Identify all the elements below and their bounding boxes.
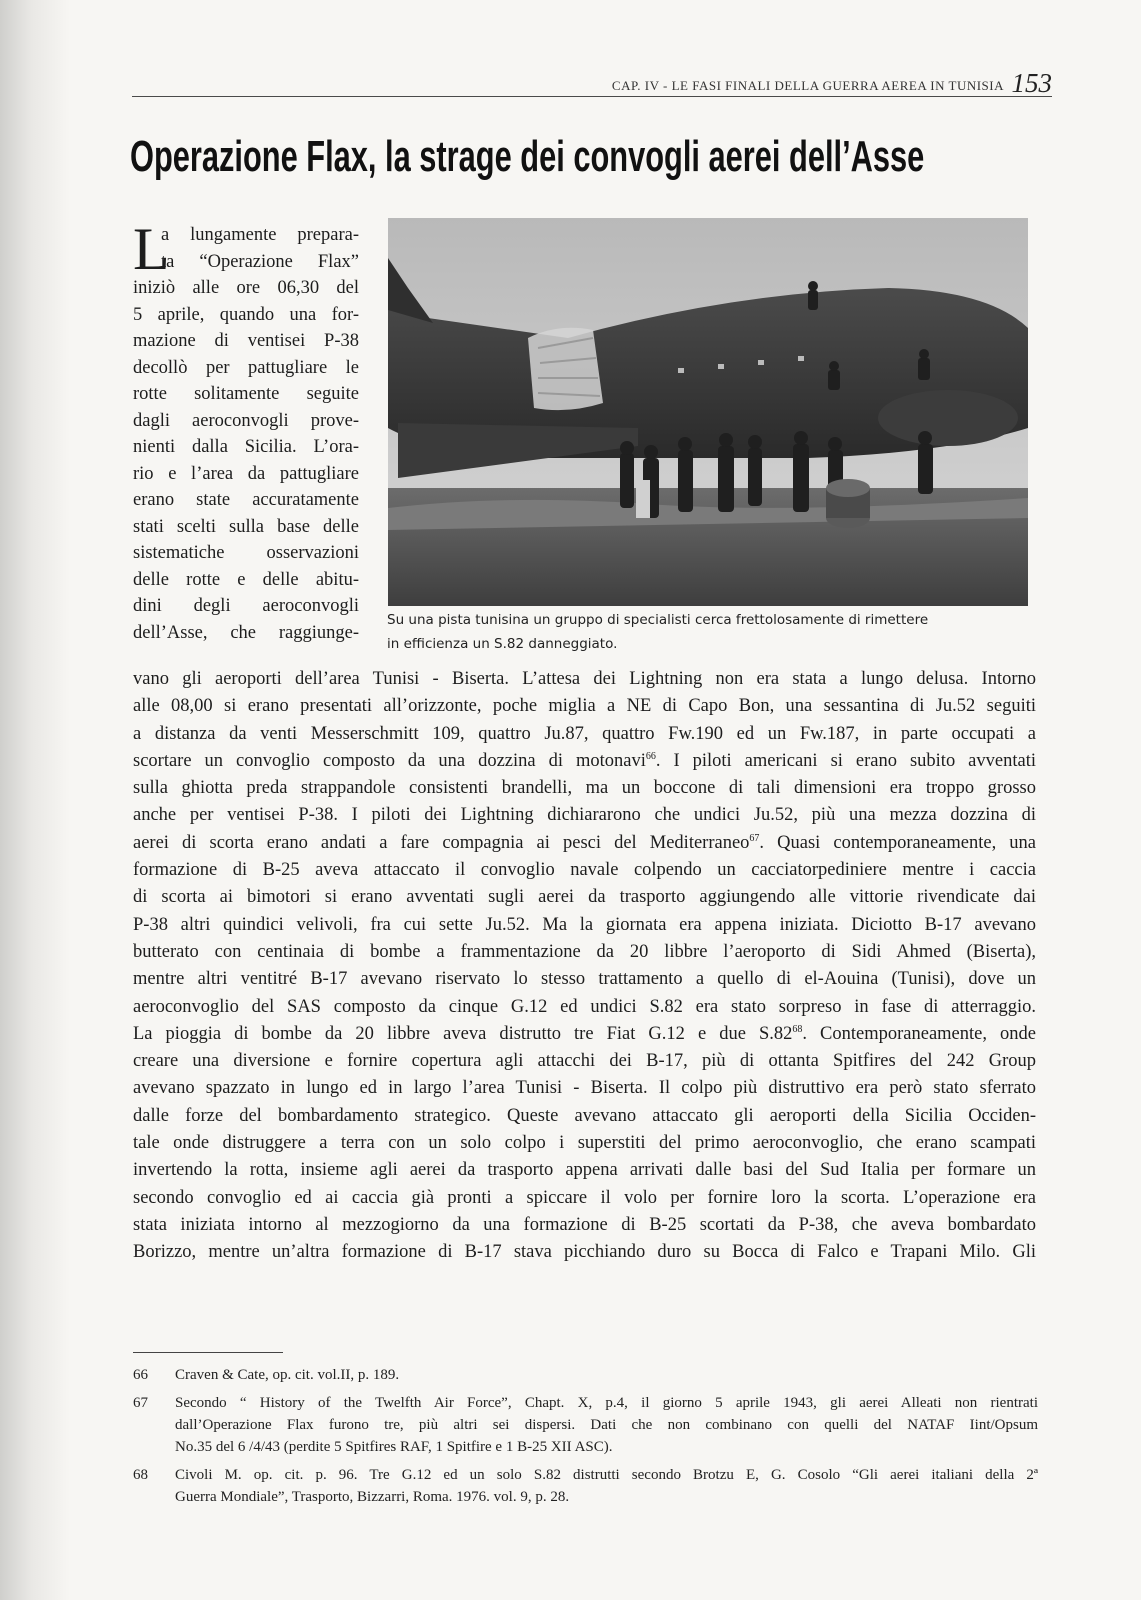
aircraft-photo <box>388 218 1028 606</box>
body-line-text: . I piloti americani si erano subito avventati <box>655 750 1036 771</box>
photo-caption <box>387 608 1037 656</box>
running-header <box>132 70 1052 97</box>
body-line-text: aerei di scorta erano andati a fare compagnia ai pesci del Mediterraneo <box>133 832 750 853</box>
body-line <box>133 775 1036 802</box>
body-line-text: sulla ghiotta preda strappandole consistenti brandelli, ma un boccone di tali dimensioni era troppo grosso <box>133 778 1036 799</box>
photo-s82-aircraft <box>388 218 1028 606</box>
column-line: ta “Operazione Flax” <box>161 251 359 272</box>
body-line-text: formazione di B-25 aveva attaccato il convoglio navale colpendo un cacciatorpediniere mentre i caccia <box>133 860 1036 881</box>
body-line <box>133 1239 1036 1266</box>
column-line: dagli aeroconvogli prove- <box>133 410 359 431</box>
body-line-text: invertendo la rotta, insieme agli aerei da trasporto appena arrivati dalle basi del Sud Italia per formare un <box>133 1160 1036 1181</box>
caption-line: Su una pista tunisina un gruppo di specialisti cerca frettolosamente di rimettere <box>387 612 929 628</box>
body-line <box>133 912 1036 939</box>
body-line <box>133 1212 1036 1239</box>
binding-gutter <box>0 0 70 1600</box>
footnote-line: dall’Operazione Flax furono tre, più altri sei dispersi. Dati che non combinano con quelli del NATAF Iint/Opsum <box>175 1417 1038 1433</box>
body-text <box>133 666 1036 1267</box>
body-line-text: butterato con centinaia di bombe a frammentazione da 20 libbre l’aeroporto di Sidi Ahmed (Biserta), <box>133 941 1036 962</box>
body-line-text: secondo convoglio ed ai caccia già pronti a spiccare il volo per fornire loro la scorta. L’operazione era <box>133 1187 1036 1208</box>
page-title: Operazione Flax, la strage dei convogli aerei dell’Asse <box>130 132 925 181</box>
footnote-66 <box>133 1364 1038 1386</box>
column-text <box>133 216 359 646</box>
body-line-text: P-38 altri quindici velivoli, fra cui sette Ju.52. Ma la giornata era appena iniziata. Diciotto B-17 avevano <box>133 914 1036 935</box>
body-line <box>133 748 1036 775</box>
body-line-text: anche per ventisei P-38. I piloti dei Lightning dichiararono che undici Ju.52, più una mezza dozzina di <box>133 805 1036 826</box>
column-line: dell’Asse, che raggiunge- <box>133 622 359 643</box>
column-line: rotte solitamente seguite <box>133 384 359 404</box>
body-line <box>133 693 1036 720</box>
column-line: mazione di ventisei P-38 <box>133 331 359 351</box>
column-line: stati scelti sulla base delle <box>133 516 359 537</box>
body-line <box>133 1185 1036 1212</box>
body-line-text: alle 08,00 si erano presentati all’orizzonte, poche miglia a NE di Capo Bon, una sessantina di Ju.52 seguiti <box>133 696 1036 717</box>
body-line-text: mentre altri ventitré B-17 avevano riservato lo stesso trattamento a quello di el-Aouina (Tunisi), dove un <box>133 969 1036 990</box>
footnote-68 <box>133 1464 1038 1508</box>
footnote-line: Guerra Mondiale”, Trasporto, Bizzarri, Roma. 1976. vol. 9, p. 28. <box>175 1489 570 1505</box>
body-line <box>133 802 1036 829</box>
column-line: dini degli aeroconvogli <box>133 596 359 616</box>
body-line <box>133 721 1036 748</box>
footnotes <box>133 1364 1038 1514</box>
page-number: 153 <box>1011 68 1052 98</box>
column-line: sistematiche osservazioni <box>133 543 359 563</box>
footnote-ref: 68 <box>792 1023 803 1035</box>
body-line <box>133 857 1036 884</box>
body-line <box>133 1103 1036 1130</box>
body-line-text: aeroconvoglio del SAS composto da cinque G.12 ed undici S.82 era stato sorpreso in fase di atterraggio. <box>133 996 1036 1017</box>
footnote-number: 66 <box>133 1367 148 1383</box>
body-line-text: a distanza da venti Messerschmitt 109, quattro Ju.87, quattro Fw.190 ed un Fw.187, in parte occupati a <box>133 723 1036 744</box>
body-line-text: scortare un convoglio composto da una dozzina di motonavi <box>133 750 646 771</box>
column-line: delle rotte e delle abitu- <box>133 569 359 590</box>
footnote-number: 67 <box>133 1395 148 1411</box>
footnote-67 <box>133 1392 1038 1458</box>
body-line <box>133 966 1036 993</box>
column-line: nienti dalla Sicilia. L’ora- <box>133 437 359 457</box>
footnote-line: Secondo “ History of the Twelfth Air Force”, Chapt. X, p.4, il giorno 5 aprile 1943, gli aerei Alleati non rientrati <box>175 1395 1038 1411</box>
body-line-text: dalle forze del bombardamento strategico. Queste avevano attaccato gli aeroporti della Sicilia Occiden- <box>133 1105 1036 1126</box>
body-line <box>133 1130 1036 1157</box>
body-line-text: tale onde distruggere a terra con un solo colpo i superstiti del primo aeroconvoglio, che erano scampati <box>133 1133 1036 1154</box>
body-line-text: Borizzo, mentre un’altra formazione di B-17 stava picchiando duro su Bocca di Falco e Trapani Milo. Gli <box>133 1242 1036 1263</box>
column-line: iniziò alle ore 06,30 del <box>133 278 359 298</box>
footnote-line: Civoli M. op. cit. p. 96. Tre G.12 ed un solo S.82 distrutti secondo Brotzu E, G. Cosolo “Gli aerei italiani della 2ª <box>175 1467 1038 1483</box>
column-line: 5 aprile, quando una for- <box>133 304 359 325</box>
body-line-text: . Contemporaneamente, onde <box>802 1023 1036 1044</box>
column-line: decollò per pattugliare le <box>133 357 359 378</box>
body-line <box>133 939 1036 966</box>
body-line <box>133 830 1036 857</box>
footnote-line: Craven & Cate, op. cit. vol.II, p. 189. <box>175 1367 400 1383</box>
footnote-line: No.35 del 6 /4/43 (perdite 5 Spitfires RAF, 1 Spitfire e 1 B-25 XII ASC). <box>175 1439 613 1455</box>
body-line <box>133 884 1036 911</box>
body-line-text: La pioggia di bombe da 20 libbre aveva distrutto tre Fiat G.12 e due S.82 <box>133 1023 793 1044</box>
footnote-number: 68 <box>133 1467 148 1483</box>
body-line <box>133 1021 1036 1048</box>
body-line <box>133 994 1036 1021</box>
body-line-text: di scorta ai bimotori si erano avventati sugli aerei da trasporto aggiungendo alle vittorie rivendicate dai <box>133 887 1036 908</box>
column-line: erano state accuratamente <box>133 490 359 510</box>
drop-cap: L <box>133 216 170 282</box>
footnote-ref: 67 <box>749 832 760 844</box>
column-line: a lungamente prepara- <box>161 225 359 245</box>
column-line: rio e l’area da pattugliare <box>133 463 359 484</box>
body-line <box>133 1048 1036 1075</box>
body-line-text: creare una diversione e fornire copertura agli attacchi dei B-17, più di ottanta Spitfires del 242 Group <box>133 1051 1036 1072</box>
running-title: CAP. IV - LE FASI FINALI DELLA GUERRA AEREA IN TUNISIA <box>611 78 1004 93</box>
body-line <box>133 1075 1036 1102</box>
body-line <box>133 666 1036 693</box>
caption-line: in efficienza un S.82 danneggiato. <box>387 636 618 652</box>
body-line <box>133 1157 1036 1184</box>
body-line-text: . Quasi contemporaneamente, una <box>759 832 1036 853</box>
body-line-text: stata iniziata intorno al mezzogiorno da una formazione di B-25 scortati da P-38, che aveva bombardato <box>133 1214 1036 1235</box>
body-line-text: vano gli aeroporti dell’area Tunisi - Biserta. L’attesa dei Lightning non era stata a lungo delusa. Intorno <box>133 669 1036 689</box>
body-line-text: avevano spazzato in lungo ed in largo l’area Tunisi - Biserta. Il colpo più distruttivo era però stato sferrato <box>133 1078 1036 1099</box>
footnote-ref: 66 <box>645 750 656 762</box>
footnote-separator <box>133 1352 283 1353</box>
